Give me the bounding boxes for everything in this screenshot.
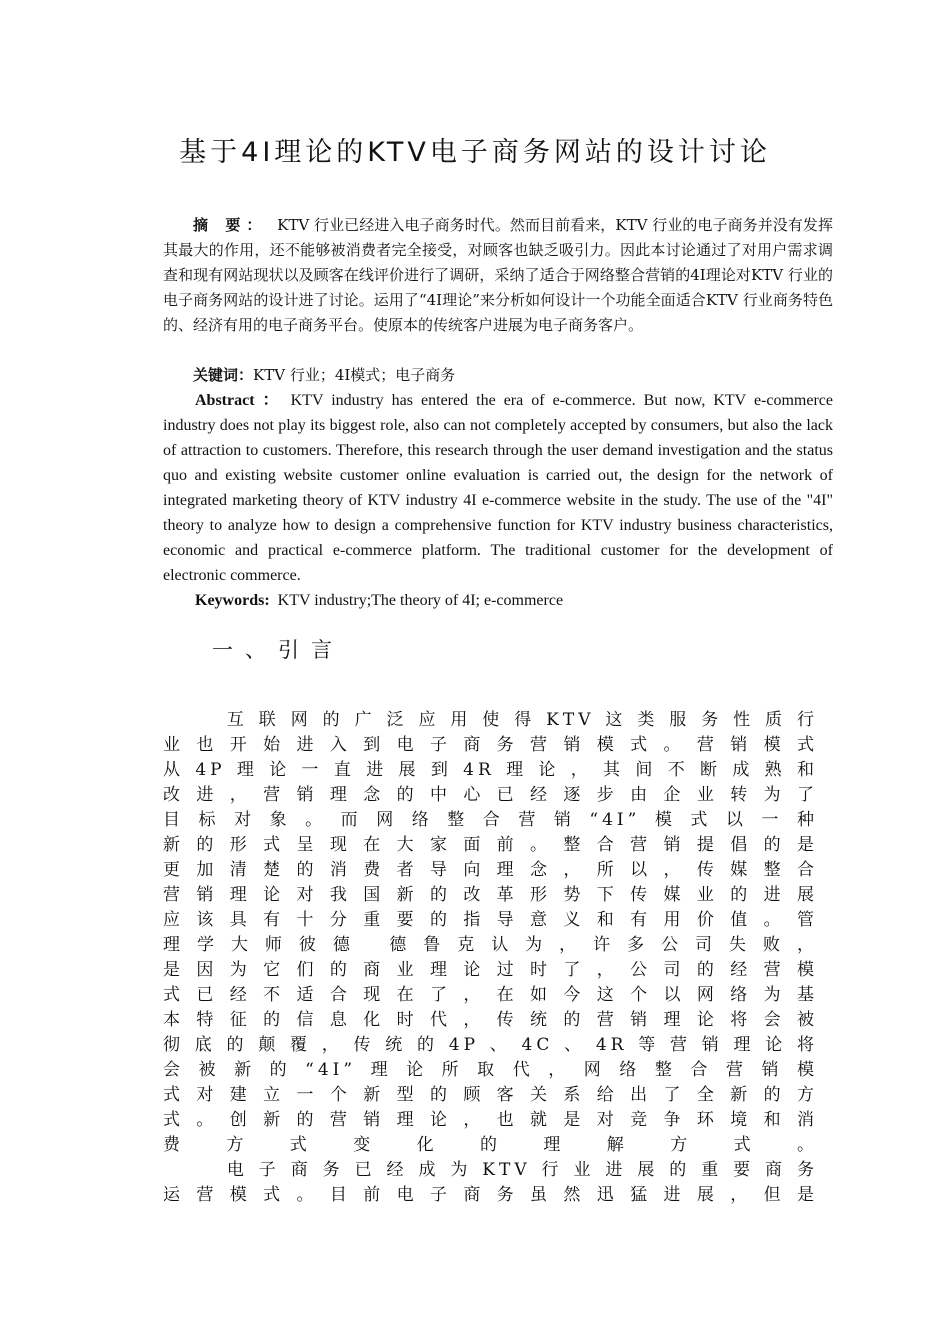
body-line: 彻底的颠覆，传统的4P、4C、4R等营销理论将: [163, 1035, 818, 1055]
section-intro-body: [163, 708, 818, 1208]
abstract-en-text: KTV industry has entered the era of e-commerce. But now, KTV e-commerce industry does not play its biggest role, also can not completely accepted by consumers, but also the lack of attraction to customers. Therefore, this research through the user demand investigation and the status quo and existing website customer online evaluation is carried out, the design for the network of integrated marketing theory of KTV industry 4I e-commerce website in the study. The use of the "4I" theory to analyze how to design a comprehensive function for KTV industry business characteristics, economic and practical e-commerce platform. The traditional customer for the development of electronic commerce.: [163, 392, 834, 584]
abstract-en: [163, 388, 833, 588]
body-line: 互联网的广泛应用使得KTV这类服务性质行: [163, 710, 818, 730]
page-title: 基于4I理论的KTV电子商务网站的设计讨论: [179, 137, 771, 168]
body-line: 运营模式。目前电子商务虽然迅猛进展，但是: [163, 1185, 818, 1205]
keywords-en: [163, 588, 833, 613]
body-line: 改进，营销理念的中心已经逐步由企业转为了: [163, 785, 818, 805]
body-line: 应该具有十分重要的指导意义和有用价值。管: [163, 910, 818, 930]
keywords-zh-label: 关键词：: [193, 366, 254, 384]
body-line: 从4P理论一直进展到4R理论，其间不断成熟和: [163, 760, 818, 780]
body-line: 式对建立一个新型的顾客关系给出了全新的方: [163, 1085, 818, 1105]
body-line: 理学大师彼德 德鲁克认为，许多公司失败，: [163, 935, 818, 955]
body-line: 会被新的“4I”理论所取代，网络整合营销模: [163, 1060, 818, 1080]
keywords-en-label: Keywords:: [195, 592, 270, 609]
body-line: 式已经不适合现在了，在如今这个以网络为基: [163, 985, 818, 1005]
body-line: 营销理论对我国新的改革形势下传媒业的进展: [163, 885, 818, 905]
body-line: 电子商务已经成为KTV行业进展的重要商务: [163, 1160, 818, 1180]
section-heading-intro: 一、引言: [212, 638, 344, 662]
body-line: 新的形式呈现在大家面前。整合营销提倡的是: [163, 835, 818, 855]
abstract-zh-label: 摘 要：: [193, 216, 268, 234]
abstract-en-label: Abstract ：: [195, 392, 283, 409]
keywords-en-text: KTV industry;The theory of 4I; e-commerce: [277, 592, 564, 609]
body-line: 费方式变化的理解方式。: [163, 1135, 818, 1155]
keywords-zh: [163, 363, 833, 388]
body-line: 更加清楚的消费者导向理念，所以，传媒整合: [163, 860, 818, 880]
abstract-zh: [163, 213, 833, 338]
abstract-zh-text: KTV 行业已经进入电子商务时代。然而目前看来，KTV 行业的电子商务并没有发挥其最大的作用，还不能够被消费者完全接受，对顾客也缺乏吸引力。因此本讨论通过了对用户需求调查和现有网站现状以及顾客在线评价进行了调研，采纳了适合于网络整合营销的4I理论对KTV 行业的电子商务网站的设计进了讨论。运用了“4I理论”来分析如何设计一个功能全面适合KTV 行业商务特色的、经济有用的电子商务平台。使原本的传统客户进展为电子商务客户。: [163, 216, 833, 334]
body-line: 是因为它们的商业理论过时了，公司的经营模: [163, 960, 818, 980]
body-line: 业也开始进入到电子商务营销模式。营销模式: [163, 735, 818, 755]
body-line: 式。创新的营销理论，也就是对竞争环境和消: [163, 1110, 818, 1130]
body-line: 本特征的信息化时代，传统的营销理论将会被: [163, 1010, 818, 1030]
keywords-zh-text: KTV 行业；4I模式；电子商务: [253, 366, 456, 384]
body-line: 目标对象。而网络整合营销“4I”模式以一种: [163, 810, 818, 830]
